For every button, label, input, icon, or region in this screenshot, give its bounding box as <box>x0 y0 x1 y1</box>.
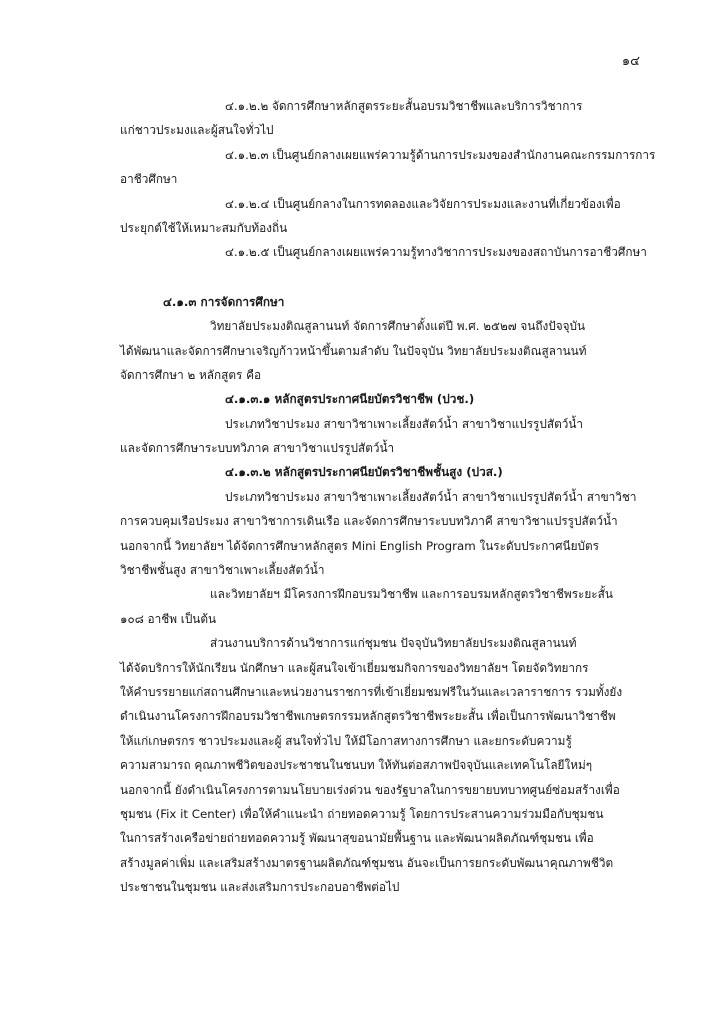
subsection-heading: ๔.๑.๓.๒ หลักสูตรประกาศนียบัตรวิชาชีพชั้นสูง (ปวส.) <box>225 465 503 480</box>
subsection-heading: ๔.๑.๓.๑ หลักสูตรประกาศนียบัตรวิชาชีพ (ปวช.) <box>225 392 475 407</box>
text-line: และวิทยาลัยฯ มีโครงการฝึกอบรมวิชาชีพ และการอบรมหลักสูตรวิชาชีพระยะสั้น <box>210 587 613 602</box>
text-line: ในการสร้างเครือข่ายถ่ายทอดความรู้ พัฒนาสุขอนามัยพื้นฐาน และพัฒนาผลิตภัณฑ์ชุมชน เพื่อ <box>120 831 594 846</box>
text-line: นอกจากนี้ วิทยาลัยฯ ได้จัดการศึกษาหลักสูตร Mini English Program ในระดับประกาศนียบัตร <box>120 538 599 553</box>
page-number: ๑๔ <box>621 54 640 69</box>
text-line: แก่ชาวประมงและผู้สนใจทั่วไป <box>120 123 274 138</box>
text-line: ให้คำบรรยายแก่สถานศึกษาและหน่วยงานราชการที่เข้าเยี่ยมชมฟรีในวันและเวลาราชการ รวมทั้งยัง <box>120 684 623 699</box>
text-line: ๔.๑.๒.๔ เป็นศูนย์กลางในการทดลองและวิจัยการประมงและงานที่เกี่ยวข้องเพื่อ <box>225 196 621 211</box>
text-line: ให้แก่เกษตรกร ชาวประมงและผู้ สนใจทั่วไป ให้มีโอกาสทางการศึกษา และยกระดับความรู้ <box>120 733 572 748</box>
section-spacer <box>120 265 640 290</box>
document-body <box>120 94 656 900</box>
text-line: ๑๐๘ อาชีพ เป็นต้น <box>120 611 217 626</box>
text-line: ๔.๑.๒.๕ เป็นศูนย์กลางเผยแพร่ความรู้ทางวิชาการประมงของสถาบันการอาชีวศึกษา <box>225 245 647 260</box>
text-line: ได้พัฒนาและจัดการศึกษาเจริญก้าวหน้าขึ้นตามลำดับ ในปัจจุบัน วิทยาลัยประมงติณสูลานนท์ <box>120 343 587 358</box>
text-line: ประยุกต์ใช้ให้เหมาะสมกับท้องถิ่น <box>120 220 288 235</box>
text-line: ๔.๑.๒.๒ จัดการศึกษาหลักสูตรระยะสั้นอบรมวิชาชีพและบริการวิชาการ <box>225 99 583 113</box>
text-line: ๔.๑.๒.๓ เป็นศูนย์กลางเผยแพร่ความรู้ด้านการประมงของสำนักงานคณะกรรมการการ <box>225 147 656 162</box>
section-heading: ๔.๑.๓ การจัดการศึกษา <box>163 294 285 309</box>
text-line: ประเภทวิชาประมง สาขาวิชาเพาะเลี้ยงสัตว์น้ำ สาขาวิชาแปรรูปสัตว์น้ำ <box>225 416 584 431</box>
text-line: อาชีวศึกษา <box>120 172 178 187</box>
text-line: ส่วนงานบริการด้านวิชาการแก่ชุมชน ปัจจุบันวิทยาลัยประมงติณสูลานนท์ <box>210 636 577 651</box>
text-line: ประชาชนในชุมชน และส่งเสริมการประกอบอาชีพต่อไป <box>120 880 400 895</box>
text-line: ดำเนินงานโครงการฝึกอบรมวิชาชีพเกษตรกรรมหลักสูตรวิชาชีพระยะสั้น เพื่อเป็นการพัฒนาวิชาชีพ <box>120 709 616 724</box>
text-line: ได้จัดบริการให้นักเรียน นักศึกษา และผู้สนใจเข้าเยี่ยมชมกิจการของวิทยาลัยฯ โดยจัดวิทยากร <box>120 660 589 675</box>
text-line: นอกจากนี้ ยังดำเนินโครงการตามนโยบายเร่งด่วน ของรัฐบาลในการขยายบทบาทศูนย์ซ่อมสร้างเพื่อ <box>120 782 620 797</box>
text-line: การควบคุมเรือประมง สาขาวิชาการเดินเรือ และจัดการศึกษาระบบทวิภาคี สาขาวิชาแปรรูปสัตว์น้ำ <box>120 514 618 529</box>
text-line: วิทยาลัยประมงติณสูลานนท์ จัดการศึกษาตั้งแต่ปี พ.ศ. ๒๕๒๗ จนถึงปัจจุบัน <box>210 319 586 334</box>
text-line: ชุมชน (Fix it Center) เพื่อให้คำแนะนำ ถ่ายทอดความรู้ โดยการประสานความร่วมมือกับชุมชน <box>120 806 604 821</box>
text-line: และจัดการศึกษาระบบทวิภาค สาขาวิชาแปรรูปสัตว์น้ำ <box>120 441 395 456</box>
text-line: ความสามารถ คุณภาพชีวิตของประชาชนในชนบท ให้ทันต่อสภาพปัจจุบันและเทคโนโลยีใหม่ๆ <box>120 758 593 773</box>
text-line: ประเภทวิชาประมง สาขาวิชาเพาะเลี้ยงสัตว์น้ำ สาขาวิชาแปรรูปสัตว์น้ำ สาขาวิชา <box>225 489 637 504</box>
text-line: วิชาชีพชั้นสูง สาขาวิชาเพาะเลี้ยงสัตว์น้ำ <box>120 563 325 578</box>
text-line: จัดการศึกษา ๒ หลักสูตร คือ <box>120 367 262 382</box>
text-line: สร้างมูลค่าเพิ่ม และเสริมสร้างมาตรฐานผลิตภัณฑ์ชุมชน อันจะเป็นการยกระดับพัฒนาคุณภาพชีวิต <box>120 855 614 870</box>
